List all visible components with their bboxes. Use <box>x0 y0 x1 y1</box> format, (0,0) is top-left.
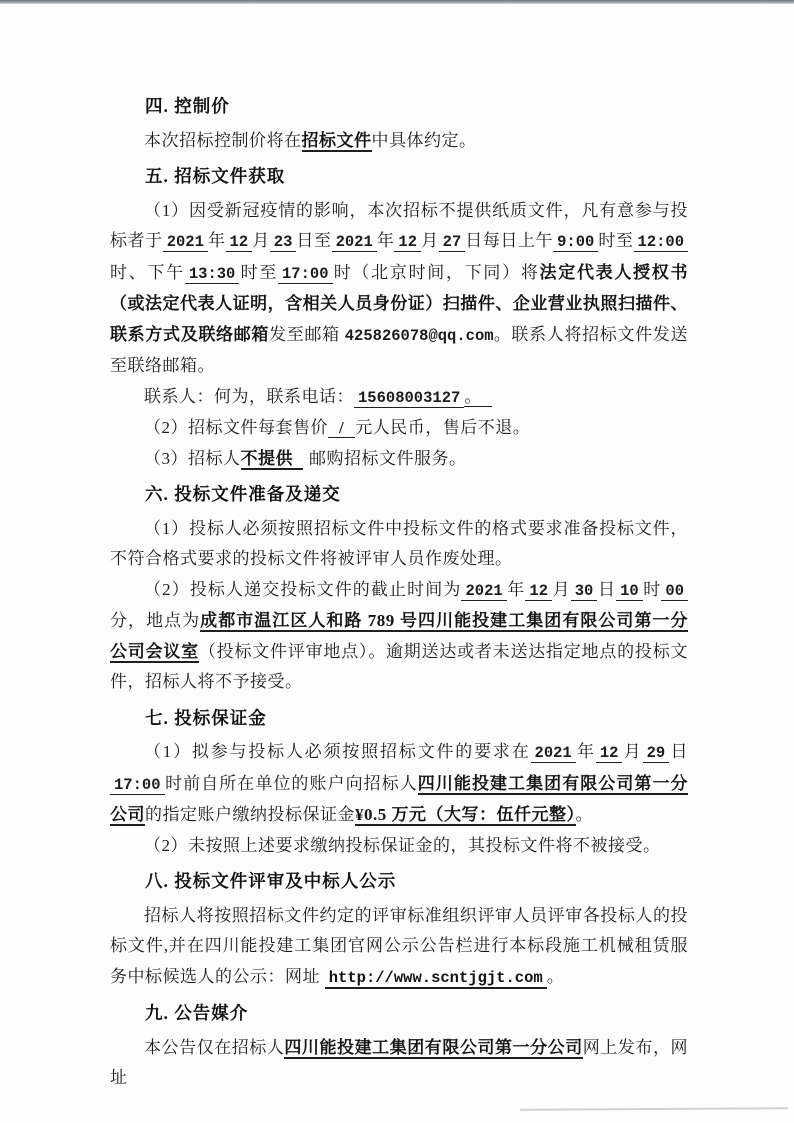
text-run: （2）招标文件每套售价 <box>144 418 328 437</box>
text-run: （2）未按照上述要求缴纳投标保证金的，其投标文件将不被接受。 <box>144 835 661 855</box>
company-name: 四川能投建工集团有限公司第一分公司 <box>110 773 689 824</box>
fill-in-value: 17:00 <box>278 265 333 284</box>
text-run: 元人民币，售后不退。 <box>355 418 531 437</box>
paragraph <box>110 737 688 831</box>
text-run: 时 <box>642 579 662 599</box>
fill-in-value: 00 <box>661 582 688 601</box>
section-heading: 九. 公告媒介 <box>145 1003 249 1023</box>
fill-in-value: 2021 <box>332 233 377 252</box>
fill-in-value: 2021 <box>461 582 506 601</box>
text-run: 本公告仅在招标人 <box>144 1037 285 1057</box>
fill-in-value: 30 <box>571 582 598 601</box>
text-run: 时至 <box>239 262 278 282</box>
fill-in-value: 23 <box>270 233 297 252</box>
scan-edge-top <box>0 0 794 4</box>
deposit-amount: ¥0.5 万元（大写：伍仟元整） <box>355 805 576 824</box>
paragraph <box>110 382 688 414</box>
text-run: 时至 <box>598 231 634 250</box>
fill-in-value: 27 <box>439 233 466 252</box>
text-run: 日至 <box>296 231 332 250</box>
text-run: 。 <box>546 966 565 986</box>
text-run: 时、下午 <box>110 262 185 282</box>
section-heading: 七. 投标保证金 <box>145 707 267 728</box>
paragraph <box>110 575 688 698</box>
fill-in-value: 不提供 <box>241 449 304 470</box>
fill-in-value: 12:00 <box>634 233 689 252</box>
fill-in-value: 12 <box>596 744 623 763</box>
document-section <box>110 161 688 474</box>
text-run: 网上发布，网址 <box>110 1037 689 1087</box>
document-section <box>110 998 688 1094</box>
email-address: 425826078@qq.com <box>344 326 494 345</box>
paragraph <box>110 413 688 444</box>
fill-in-value: 9:00 <box>553 233 598 252</box>
text-run: （3）招标人 <box>144 448 241 468</box>
text-run: 法定代表人授权书（或法定代表人证明，含相关人员身份证）扫描件、企业营业执照扫描件、联系方式及联络邮箱 <box>110 262 689 344</box>
text-run: 联系人：何为，联系电话： <box>144 386 354 406</box>
phone-number: 15608003127 <box>354 389 464 408</box>
text-run: 月 <box>622 742 643 761</box>
text-run: （投标文件评审地点）。逾期送达或者未送达指定地点的投标文件，招标人将不予接受。 <box>110 641 688 691</box>
fill-in-value: 。 <box>464 387 492 407</box>
fill-in-value: 12 <box>525 582 552 601</box>
paragraph <box>110 444 688 475</box>
text-run: 中具体约定。 <box>371 130 477 150</box>
text-run: 年 <box>506 579 526 599</box>
fill-in-value: 12 <box>394 233 421 252</box>
text-run: 时（北京时间，下同）将 <box>332 262 540 282</box>
text-run: 时前自所在单位的账户向招标人 <box>164 773 418 793</box>
text-run: 招标人将按照招标文件约定的评审标准组织评审人员评审各投标人的投标文件,并在四川能投建工集团官网公示公告栏进行本标段施工机械租赁服务中标候选人的公示：网址 <box>110 905 688 986</box>
fill-in-value: 17:00 <box>110 776 165 795</box>
company-name: 四川能投建工集团有限公司第一分公司 <box>284 1037 583 1057</box>
text-run: 发至邮箱 <box>269 324 345 344</box>
fill-in-value: 29 <box>643 744 670 763</box>
fill-in-value: 2021 <box>163 233 208 252</box>
text-run: 年 <box>575 742 596 761</box>
text-run: 的指定账户缴纳投标保证金 <box>145 805 355 824</box>
fill-in-value: 招标文件 <box>301 130 372 150</box>
document-section <box>110 91 688 156</box>
paragraph <box>110 831 688 862</box>
section-heading: 八. 投标文件评审及中标人公示 <box>145 871 397 891</box>
text-run: （2）投标人递交投标文件的截止时间为 <box>144 579 462 599</box>
text-run: 。 <box>575 805 593 824</box>
text-run: 本次招标控制价将在 <box>144 130 302 150</box>
submission-address: 成都市温江区人和路 789 号四川能投建工集团有限公司第一分公司会议室 <box>110 611 689 661</box>
paragraph <box>110 514 688 575</box>
text-run: 月 <box>552 579 571 599</box>
text-run: 月 <box>421 231 439 250</box>
text-run: （1）拟参与投标人必须按照招标文件的要求在 <box>144 742 531 761</box>
text-run: 月 <box>252 231 270 250</box>
text-run: （1）因受新冠疫情的影响，本次招标不提供纸质文件，凡有意参与投标者于 <box>110 200 688 250</box>
text-run: 年 <box>376 231 395 250</box>
website-url: http://www.scntjgjt.com <box>325 969 547 989</box>
fill-in-value: 10 <box>616 582 643 601</box>
fill-in-value: / <box>328 418 355 438</box>
document-section <box>110 479 688 698</box>
paragraph <box>110 1033 688 1094</box>
fill-in-value: 12 <box>226 233 253 252</box>
text-run: 。联系人将招标文件发送至联络邮箱。 <box>110 324 689 375</box>
paragraph <box>110 126 688 157</box>
paragraph <box>110 196 688 382</box>
scan-edge-bottom <box>520 1107 788 1110</box>
fill-in-value: 13:30 <box>185 265 240 284</box>
section-heading: 六. 投标文件准备及递交 <box>145 484 341 504</box>
document-content <box>110 86 688 1094</box>
text-run: 邮购招标文件服务。 <box>309 448 467 468</box>
text-run: 日 <box>597 579 617 599</box>
document-section <box>110 703 688 862</box>
text-run: 年 <box>207 231 226 250</box>
text-run: 日每日上午 <box>465 231 554 250</box>
text-run: （1）投标人必须按照招标文件中投标文件的格式要求准备投标文件，不符合格式要求的投标文件将被评审人员作废处理。 <box>110 518 688 568</box>
document-section <box>110 866 688 993</box>
fill-in-value: 2021 <box>531 744 576 763</box>
paragraph <box>110 901 688 994</box>
text-run: 分，地点为 <box>110 611 201 630</box>
section-heading: 四. 控制价 <box>145 96 230 116</box>
text-run: 日 <box>669 742 689 761</box>
section-heading: 五. 招标文件获取 <box>145 166 286 186</box>
